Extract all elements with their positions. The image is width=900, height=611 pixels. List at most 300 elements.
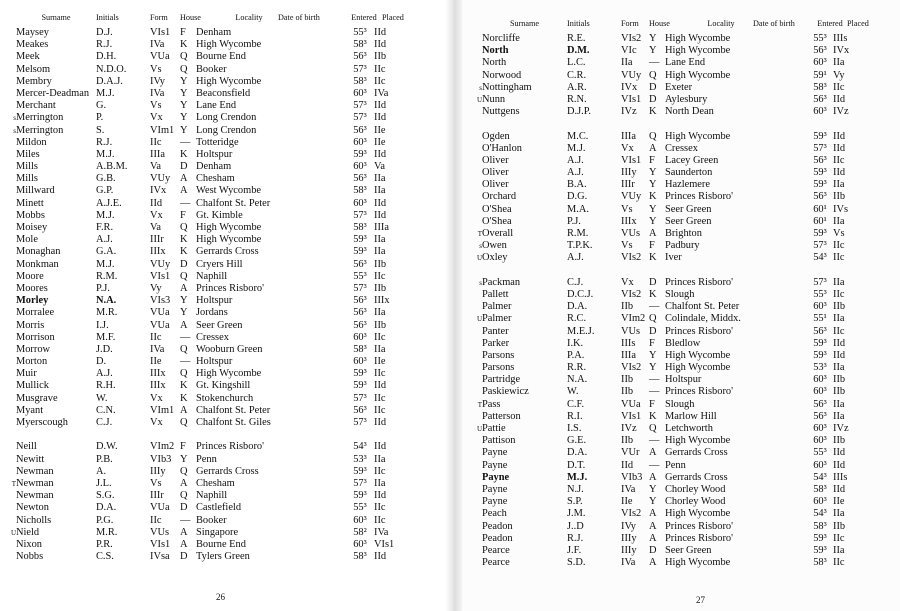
entered-cell: 59³ [813, 337, 827, 349]
house-cell: Y [649, 167, 657, 179]
student-list [474, 33, 900, 569]
list-row [8, 27, 445, 39]
form-cell: Vs [150, 63, 162, 75]
locality-cell: High Wycombe [665, 69, 731, 81]
surname-cell: Nixon [16, 538, 42, 550]
form-cell: Vs [621, 203, 633, 215]
placed-cell: IIe [374, 136, 386, 148]
initials-cell: D.C.J. [567, 288, 594, 300]
initials-cell: P.B. [96, 453, 113, 465]
surname-cell: Newitt [16, 453, 45, 465]
entered-cell: 58³ [813, 520, 827, 532]
initials-cell: W. [96, 392, 108, 404]
entered-cell: 56³ [353, 124, 367, 136]
locality-cell: Slough [665, 398, 695, 410]
locality-cell: Cressex [196, 331, 229, 343]
list-row [8, 198, 445, 210]
locality-cell: Denham [196, 161, 232, 173]
list-row [8, 88, 445, 100]
locality-cell: Lacey Green [665, 154, 719, 166]
house-cell: F [649, 337, 655, 349]
locality-cell: Holtspur [196, 356, 233, 368]
initials-cell: M.C. [567, 130, 589, 142]
list-row [8, 417, 445, 429]
locality-cell: Chesham [196, 477, 235, 489]
list-row [474, 301, 900, 313]
entered-cell: 60³ [813, 301, 827, 313]
form-cell: IIb [621, 435, 634, 447]
initials-cell: M.E.J. [567, 325, 595, 337]
surname-cell: Newman [16, 465, 54, 477]
list-row [8, 344, 445, 356]
placed-cell: IId [833, 459, 846, 471]
entered-cell: 59³ [813, 349, 827, 361]
locality-cell: Marlow Hill [665, 410, 717, 422]
locality-cell: Padbury [665, 240, 700, 252]
marker-cell [8, 198, 16, 210]
initials-cell: M.J. [96, 258, 115, 270]
placed-cell: IIc [833, 154, 845, 166]
form-cell: IIIr [621, 179, 635, 191]
placed-cell: IIa [833, 57, 845, 69]
form-cell: Vx [621, 276, 634, 288]
house-cell: K [180, 148, 188, 160]
entered-cell: 58³ [353, 343, 367, 355]
locality-cell: High Wycombe [665, 435, 731, 447]
marker-cell [8, 405, 16, 417]
initials-cell: C.F. [567, 398, 585, 410]
house-cell: K [649, 191, 657, 203]
initials-cell: R.J. [567, 532, 584, 544]
placed-cell: IIe [374, 124, 386, 136]
locality-cell: Holtspur [196, 295, 233, 307]
entered-cell: 60¹ [813, 215, 827, 227]
placed-cell: IIc [374, 63, 386, 75]
marker-cell [8, 185, 16, 197]
placed-cell: IIc [833, 557, 845, 569]
house-cell: F [180, 209, 186, 221]
form-cell: IIe [621, 496, 633, 508]
list-row [474, 313, 900, 325]
list-row [8, 137, 445, 149]
house-cell: Y [649, 215, 657, 227]
initials-cell: D.J.P. [567, 106, 591, 118]
marker-cell: U [10, 528, 16, 537]
form-cell: VUy [621, 69, 642, 81]
surname-cell: Payne [482, 447, 508, 459]
house-cell: K [649, 410, 657, 422]
placed-cell: IId [374, 39, 387, 51]
section-gap [474, 265, 900, 277]
surname-cell: Parsons [482, 362, 515, 374]
initials-cell: R.R. [567, 362, 587, 374]
marker-cell: T [477, 400, 482, 409]
placed-cell: IIc [833, 81, 845, 93]
surname-cell: Membry [16, 75, 52, 87]
list-row [8, 332, 445, 344]
marker-cell [8, 149, 16, 161]
initials-cell: D.A.J. [96, 75, 123, 87]
entered-cell: 56³ [813, 154, 827, 166]
surname-cell: Oxley [482, 252, 508, 264]
initials-cell: M.F. [96, 331, 116, 343]
surname-cell: Maysey [16, 27, 49, 38]
placed-cell: IVa [374, 526, 389, 538]
marker-cell [474, 57, 482, 69]
list-row [8, 234, 445, 246]
form-cell: VUr [621, 447, 640, 459]
entered-cell: 60³ [813, 386, 827, 398]
initials-cell: M.J. [567, 142, 586, 154]
entered-cell: 57³ [353, 392, 367, 404]
placed-cell: IIb [833, 191, 846, 203]
header-locality: Locality [235, 13, 263, 22]
entered-cell: 58² [353, 526, 367, 538]
house-cell: — [180, 356, 191, 368]
initials-cell: R.C. [567, 313, 587, 325]
locality-cell: Colindale, Middx. [665, 313, 741, 325]
placed-cell: IIa [833, 276, 845, 288]
marker-cell [474, 70, 482, 82]
house-cell: D [649, 93, 657, 105]
initials-cell: N.J. [567, 483, 584, 495]
header-house: House [649, 19, 670, 28]
placed-cell: IIc [374, 465, 386, 477]
initials-cell: N.A. [96, 295, 117, 307]
form-cell: Vx [150, 392, 163, 404]
form-cell: VUy [621, 191, 642, 203]
surname-cell: Newman [16, 477, 54, 489]
form-cell: IVy [621, 520, 637, 532]
marker-cell [474, 521, 482, 533]
surname-cell: Moores [16, 282, 48, 294]
house-cell: F [649, 398, 655, 410]
house-cell: Y [649, 349, 657, 361]
house-cell: A [180, 319, 188, 331]
house-cell: D [649, 325, 657, 337]
surname-cell: Moore [16, 270, 44, 282]
surname-cell: Payne [482, 496, 508, 508]
list-row [8, 405, 445, 417]
marker-cell [8, 539, 16, 551]
house-cell: Y [180, 453, 188, 465]
entered-cell: 54³ [813, 252, 827, 264]
form-cell: VIs2 [621, 508, 642, 520]
initials-cell: R.E. [567, 33, 586, 44]
locality-cell: Cryers Hill [196, 258, 243, 270]
entered-cell: 60³ [353, 87, 367, 99]
initials-cell: D.T. [567, 459, 586, 471]
placed-cell: IIc [374, 270, 386, 282]
house-cell: K [180, 234, 188, 246]
list-row [8, 295, 445, 307]
locality-cell: Seer Green [665, 203, 712, 215]
locality-cell: Lane End [196, 100, 237, 112]
locality-cell: High Wycombe [665, 130, 731, 142]
entered-cell: 56³ [353, 404, 367, 416]
list-row [8, 356, 445, 368]
placed-cell: IId [374, 209, 387, 221]
entered-cell: 60³ [353, 331, 367, 343]
surname-cell: Millward [16, 185, 55, 197]
section-gap [474, 118, 900, 130]
form-cell: Vy [150, 282, 162, 294]
entered-cell: 54³ [813, 471, 827, 483]
placed-cell: IId [374, 551, 387, 563]
form-cell: IVsa [150, 551, 170, 563]
surname-cell: Muir [16, 368, 37, 380]
locality-cell: Seer Green [196, 319, 243, 331]
placed-cell: IIb [833, 374, 846, 386]
surname-cell: Minett [16, 197, 44, 209]
entered-cell: 59³ [813, 544, 827, 556]
initials-cell: P.J. [567, 215, 581, 227]
placed-cell: VIs1 [374, 538, 395, 550]
surname-cell: O'Shea [482, 203, 512, 215]
house-cell: A [180, 173, 188, 185]
surname-cell: Peadon [482, 520, 513, 532]
list-row [8, 283, 445, 295]
entered-cell: 60³ [813, 423, 827, 434]
placed-cell: IIb [374, 282, 387, 294]
list-row [474, 545, 900, 557]
house-cell: — [649, 435, 660, 447]
placed-cell: IIb [374, 319, 387, 331]
form-cell: Vx [150, 112, 163, 124]
marker-cell [8, 64, 16, 76]
initials-cell: A.J.E. [96, 197, 122, 209]
initials-cell: A.J. [567, 252, 584, 264]
placed-cell: IIa [833, 362, 845, 374]
locality-cell: Penn [196, 453, 217, 465]
list-row [474, 143, 900, 155]
house-cell: Q [649, 69, 657, 81]
house-cell: — [180, 331, 191, 343]
form-cell: IVz [621, 423, 637, 434]
form-cell: IIIy [621, 532, 637, 544]
header-placed: Placed [382, 13, 404, 22]
page-number: 27 [696, 595, 705, 605]
marker-cell [474, 179, 482, 191]
header-dob: Date of birth [753, 19, 795, 28]
placed-cell: IIb [374, 51, 387, 63]
marker-cell [8, 380, 16, 392]
house-cell: A [649, 228, 657, 239]
list-row [474, 82, 900, 94]
initials-cell: J..D [567, 520, 584, 532]
placed-cell: IIa [833, 398, 845, 410]
marker-cell [8, 344, 16, 356]
marker-cell [8, 295, 16, 307]
surname-cell: Newman [16, 490, 54, 502]
locality-cell: High Wycombe [665, 33, 731, 44]
surname-cell: Oliver [482, 154, 509, 166]
list-row [8, 210, 445, 222]
marker-cell [474, 472, 482, 484]
surname-cell: Pallett [482, 288, 509, 300]
list-row [8, 125, 445, 137]
house-cell: — [649, 374, 660, 386]
initials-cell: I.S. [567, 423, 582, 434]
placed-cell: IId [374, 27, 387, 38]
form-cell: IVa [621, 557, 636, 569]
marker-cell [474, 557, 482, 569]
locality-cell: Totteridge [196, 136, 239, 148]
list-row [8, 161, 445, 173]
placed-cell: IIb [833, 520, 846, 532]
placed-cell: IIc [833, 532, 845, 544]
marker-cell [8, 39, 16, 51]
locality-cell: Princes Risboro' [665, 191, 733, 203]
locality-cell: Letchworth [665, 423, 713, 434]
column-headers [8, 8, 445, 22]
list-row [474, 131, 900, 143]
surname-cell: Nicholls [16, 514, 52, 526]
form-cell: IIb [621, 386, 634, 398]
header-form: Form [150, 13, 168, 22]
placed-cell: IId [374, 490, 387, 502]
initials-cell: M.A. [567, 203, 589, 215]
form-cell: IIIa [621, 349, 636, 361]
surname-cell: Mildon [16, 136, 47, 148]
surname-cell: Panter [482, 325, 509, 337]
initials-cell: N.D.O. [96, 63, 127, 75]
header-placed: Placed [847, 19, 869, 28]
entered-cell: 59³ [353, 490, 367, 502]
entered-cell: 57³ [353, 112, 367, 124]
initials-cell: J.D. [96, 343, 113, 355]
locality-cell: Chalfont St. Peter [196, 404, 271, 416]
form-cell: Vx [621, 142, 634, 154]
marker-cell [474, 155, 482, 167]
surname-cell: Mills [16, 161, 38, 173]
entered-cell: 56³ [353, 319, 367, 331]
house-cell: A [180, 282, 188, 294]
form-cell: IIIx [150, 380, 166, 392]
form-cell: VUa [150, 502, 170, 514]
list-row [8, 380, 445, 392]
marker-cell [8, 271, 16, 283]
initials-cell: D.W. [96, 441, 118, 453]
surname-cell: Nield [16, 526, 40, 538]
entered-cell: 55³ [353, 27, 367, 38]
surname-cell: North [482, 57, 507, 69]
placed-cell: IIa [374, 185, 386, 197]
form-cell: IId [150, 197, 163, 209]
placed-cell: IIc [374, 404, 386, 416]
entered-cell: 53³ [813, 362, 827, 374]
list-row [474, 484, 900, 496]
entered-cell: 56³ [813, 410, 827, 422]
form-cell: VIs1 [621, 93, 642, 105]
marker-cell: s [479, 83, 482, 92]
form-cell: VIm2 [150, 441, 175, 453]
house-cell: — [180, 514, 191, 526]
placed-cell: IIb [833, 435, 846, 447]
marker-cell [474, 386, 482, 398]
entered-cell: 60³ [353, 161, 367, 173]
list-row [8, 222, 445, 234]
marker-cell [474, 484, 482, 496]
marker-cell [474, 460, 482, 472]
locality-cell: Chalfont St. Peter [196, 197, 271, 209]
house-cell: Q [180, 417, 188, 428]
entered-cell: 56³ [813, 45, 827, 57]
house-cell: — [180, 136, 191, 148]
list-row [8, 539, 445, 551]
page-number: 26 [216, 592, 225, 602]
surname-cell: Meakes [16, 39, 49, 51]
locality-cell: West Wycombe [196, 185, 262, 197]
entered-cell: 59³ [353, 234, 367, 246]
placed-cell: IIe [374, 356, 386, 368]
marker-cell [8, 210, 16, 222]
marker-cell [474, 289, 482, 301]
surname-cell: Morralee [16, 307, 55, 319]
initials-cell: G.A. [96, 246, 117, 258]
entered-cell: 60³ [813, 57, 827, 69]
entered-cell: 60³ [813, 459, 827, 471]
locality-cell: Tylers Green [196, 551, 250, 563]
entered-cell: 56³ [353, 258, 367, 270]
form-cell: VIs3 [150, 295, 171, 307]
marker-cell: s [479, 242, 482, 251]
placed-cell: IId [374, 100, 387, 112]
list-row [8, 551, 445, 563]
placed-cell: IId [833, 483, 846, 495]
entered-cell: 58³ [813, 557, 827, 569]
locality-cell: High Wycombe [196, 39, 262, 51]
student-list [8, 27, 445, 563]
surname-cell: Newton [16, 502, 49, 514]
locality-cell: Castlefield [196, 502, 242, 514]
marker-cell [474, 374, 482, 386]
locality-cell: High Wycombe [665, 362, 731, 374]
list-row [474, 362, 900, 374]
marker-cell: s [479, 278, 482, 287]
form-cell: IVx [621, 81, 638, 93]
entered-cell: 59³ [813, 130, 827, 142]
list-row [474, 338, 900, 350]
form-cell: VIs1 [150, 270, 171, 282]
entered-cell: 56³ [813, 93, 827, 105]
surname-cell: Paskiewicz [482, 386, 529, 398]
list-row [8, 466, 445, 478]
surname-cell: Owen [482, 240, 507, 252]
locality-cell: Gerrards Cross [665, 447, 728, 459]
list-row [474, 106, 900, 118]
surname-cell: Mercer-Deadman [16, 87, 90, 99]
form-cell: VIm2 [621, 313, 646, 325]
form-cell: IVx [150, 185, 167, 197]
house-cell: Y [649, 45, 657, 57]
form-cell: Vx [150, 417, 163, 428]
house-cell: A [649, 142, 657, 154]
list-row [8, 76, 445, 88]
locality-cell: North Dean [665, 106, 714, 118]
placed-cell: Vy [833, 69, 845, 81]
entered-cell: 57³ [813, 240, 827, 252]
house-cell: K [180, 39, 188, 51]
locality-cell: Princes Risboro' [665, 325, 733, 337]
surname-cell: Morton [16, 356, 48, 368]
marker-cell [8, 393, 16, 405]
marker-cell [474, 216, 482, 228]
form-cell: IIb [621, 374, 634, 386]
header-entered: Entered [351, 13, 377, 22]
list-row [474, 33, 900, 45]
list-row [8, 307, 445, 319]
